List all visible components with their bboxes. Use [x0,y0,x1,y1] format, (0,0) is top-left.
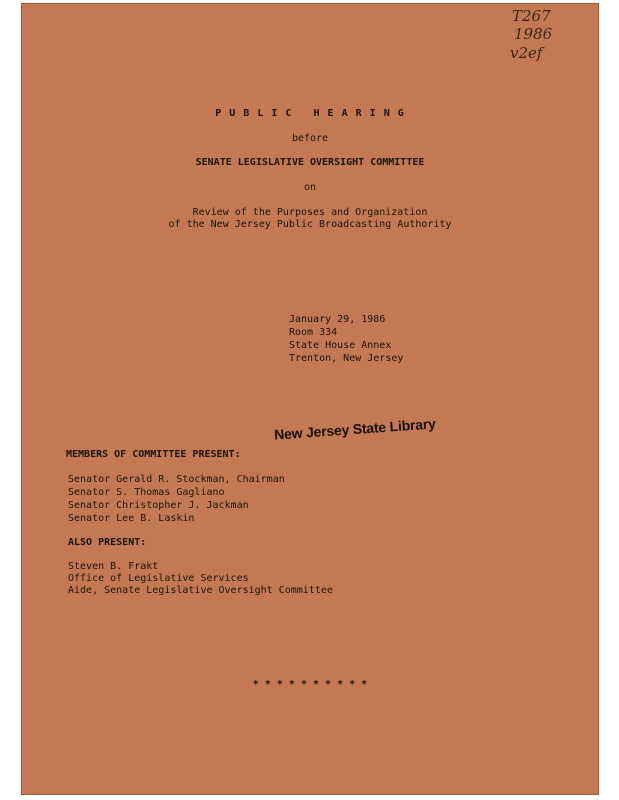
handwritten-note-1: T267 [512,7,551,25]
hearing-heading: P U B L I C H E A R I N G [215,108,405,119]
members-heading: MEMBERS OF COMMITTEE PRESENT: [66,449,241,460]
hearing-date: January 29, 1986 [289,314,386,325]
on-text: on [303,182,317,193]
asterisk-divider: * * * * * * * * * * [252,679,368,690]
library-stamp: New Jersey State Library [273,415,437,443]
also-present-item: Office of Legislative Services [68,573,249,584]
member-item: Senator Lee B. Laskin [68,513,195,524]
also-present-heading: ALSO PRESENT: [68,537,147,548]
hearing-building: State House Annex [289,340,392,351]
committee-name: SENATE LEGISLATIVE OVERSIGHT COMMITTEE [195,157,425,168]
hearing-room: Room 334 [289,327,338,338]
document-page [22,4,598,794]
member-item: Senator Gerald R. Stockman, Chairman [68,474,285,485]
subject-line-2: of the New Jersey Public Broadcasting Authority [168,219,452,230]
before-text: before [291,133,329,144]
handwritten-note-2: 1986 [514,25,553,43]
subject-line-1: Review of the Purposes and Organization [192,207,428,218]
member-item: Senator Christopher J. Jackman [68,500,249,511]
member-item: Senator S. Thomas Gagliano [68,487,225,498]
also-present-item: Steven B. Frakt [68,561,159,572]
also-present-item: Aide, Senate Legislative Oversight Committee [68,585,333,596]
handwritten-note-3: v2ef [510,44,543,62]
hearing-city: Trenton, New Jersey [289,353,404,364]
